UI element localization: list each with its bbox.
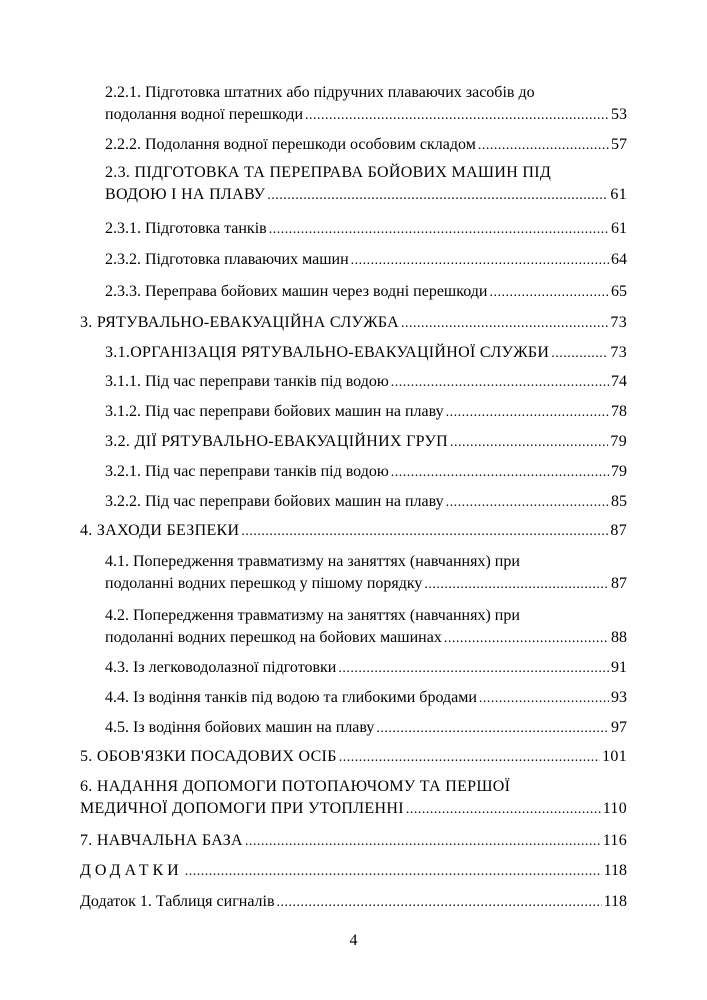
toc-entry-title: 3.2.1. Під час переправи танків під водою xyxy=(105,463,389,480)
dot-leader xyxy=(391,462,609,484)
toc-entry[interactable] xyxy=(105,605,627,650)
toc-entry[interactable] xyxy=(105,401,627,424)
toc-entry[interactable] xyxy=(105,657,627,680)
dot-leader xyxy=(551,343,608,365)
dot-leader xyxy=(479,688,609,710)
toc-page-number: 97 xyxy=(611,719,627,736)
toc-entry[interactable] xyxy=(80,860,627,883)
dot-leader xyxy=(446,492,609,514)
toc-page-number: 110 xyxy=(602,800,627,817)
toc-page-number: 78 xyxy=(611,403,627,420)
toc-entry-title: 2.3.2. Підготовка плаваючих машин xyxy=(105,251,349,268)
toc-page-number: 79 xyxy=(610,433,627,450)
toc-entry-title-line1: 4.1. Попередження травматизму на заняттях (навчаннях) при xyxy=(105,553,520,570)
toc-entry-title: 3. РЯТУВАЛЬНО-ЕВАКУАЦІЙНА СЛУЖБА xyxy=(80,314,399,331)
toc-entry[interactable] xyxy=(80,746,627,769)
toc-entry[interactable] xyxy=(80,776,627,821)
dot-leader xyxy=(245,831,601,853)
dot-leader xyxy=(305,105,609,127)
dot-leader xyxy=(406,799,601,821)
toc-entry-title: 3.2.2. Під час переправи бойових машин на плаву xyxy=(105,493,444,510)
toc-entry[interactable] xyxy=(105,218,627,241)
dot-leader xyxy=(339,747,600,769)
toc-entry[interactable] xyxy=(105,281,627,304)
dot-leader xyxy=(267,185,608,207)
toc-entry[interactable] xyxy=(105,717,627,740)
toc-entry[interactable] xyxy=(105,162,627,207)
toc-page-number: 73 xyxy=(610,344,627,361)
toc-page-number: 53 xyxy=(611,106,627,123)
toc-page-number: 79 xyxy=(611,463,627,480)
toc-page-number: 65 xyxy=(611,283,627,300)
dot-leader xyxy=(376,718,609,740)
toc-entry-title: подоланні водних перешкод у пішому порядку xyxy=(105,575,423,592)
dot-leader xyxy=(444,628,609,650)
toc-entry-title: 5. ОБОВ'ЯЗКИ ПОСАДОВИХ ОСІБ xyxy=(80,748,337,765)
toc-entry[interactable] xyxy=(105,342,627,365)
toc-page-number: 118 xyxy=(603,893,627,910)
toc-entry-title: 4.4. Із водіння танків під водою та глибокими бродами xyxy=(105,689,477,706)
toc-entry-title-line1: 2.2.1. Підготовка штатних або підручних плаваючих засобів до xyxy=(105,84,535,101)
toc-entry-title: 3.1.ОРГАНІЗАЦІЯ РЯТУВАЛЬНО-ЕВАКУАЦІЙНОЇ СЛУЖБИ xyxy=(105,344,550,361)
toc-entry-title: 7. НАВЧАЛЬНА БАЗА xyxy=(80,832,243,849)
toc-page-number: 57 xyxy=(611,136,627,153)
toc-entry-title: 2.3.1. Підготовка танків xyxy=(105,220,267,237)
dot-leader xyxy=(241,521,608,543)
toc-entry-title: Додаток 1. Таблиця сигналів xyxy=(80,893,275,910)
toc-entry[interactable] xyxy=(105,491,627,514)
toc-entry-title: подоланні водних перешкод на бойових машинах xyxy=(105,629,442,646)
toc-entry[interactable] xyxy=(80,891,627,914)
toc-page-number: 64 xyxy=(611,251,627,268)
toc-entry-title: подолання водної перешкоди xyxy=(105,106,304,123)
toc-page-number: 101 xyxy=(602,748,627,765)
toc-entry-title-line1: 2.3. ПІДГОТОВКА ТА ПЕРЕПРАВА БОЙОВИХ МАШИН ПІД xyxy=(105,164,552,181)
dot-leader xyxy=(450,432,608,454)
dot-leader xyxy=(446,402,609,424)
dot-leader xyxy=(351,250,609,272)
toc-entry[interactable] xyxy=(105,134,627,157)
toc-entry[interactable] xyxy=(105,461,627,484)
toc-page-number: 116 xyxy=(602,832,627,849)
toc-page-number: 85 xyxy=(611,493,627,510)
dot-leader xyxy=(478,135,609,157)
page-number: 4 xyxy=(349,932,358,949)
toc-entry-title: 3.1.1. Під час переправи танків під водою xyxy=(105,373,389,390)
toc-page-number: 87 xyxy=(611,575,627,592)
toc-entry[interactable] xyxy=(105,82,627,127)
toc-entry-title-line1: 4.2. Попередження травматизму на заняттях (навчаннях) при xyxy=(105,607,520,624)
toc-entry-title: 3.1.2. Під час переправи бойових машин на плаву xyxy=(105,403,444,420)
dot-leader xyxy=(391,372,609,394)
dot-leader xyxy=(401,313,608,335)
toc-page-number: 93 xyxy=(611,689,627,706)
toc-entry[interactable] xyxy=(80,520,627,543)
toc-entry-title: 3.2. ДІЇ РЯТУВАЛЬНО-ЕВАКУАЦІЙНИХ ГРУП xyxy=(105,433,448,450)
toc-entry-title: ДОДАТКИ xyxy=(80,862,183,879)
toc-entry[interactable] xyxy=(105,431,627,454)
toc-entry-title: 2.2.2. Подолання водної перешкоди особовим складом xyxy=(105,136,476,153)
toc-page-number: 61 xyxy=(610,186,627,203)
toc-page-number: 73 xyxy=(610,314,627,331)
toc-entry[interactable] xyxy=(105,551,627,596)
toc-page-number: 61 xyxy=(611,220,627,237)
dot-leader xyxy=(338,658,609,680)
toc-entry-title: 4.5. Із водіння бойових машин на плаву xyxy=(105,719,375,736)
toc-page-number: 88 xyxy=(611,629,627,646)
toc-entry-title: ВОДОЮ І НА ПЛАВУ xyxy=(105,186,266,203)
toc-entry[interactable] xyxy=(105,687,627,710)
toc-entry-title: 2.3.3. Переправа бойових машин через водні перешкоди xyxy=(105,283,488,300)
toc-page-number: 91 xyxy=(611,659,627,676)
toc-page-number: 87 xyxy=(610,522,627,539)
toc-entry-title: 4.3. Із легководолазної підготовки xyxy=(105,659,337,676)
dot-leader xyxy=(269,219,609,241)
toc-page-number: 118 xyxy=(603,862,627,879)
toc-entry-title-line1: 6. НАДАННЯ ДОПОМОГИ ПОТОПАЮЧОМУ ТА ПЕРШОЇ xyxy=(80,778,511,795)
toc-entry-title: 4. ЗАХОДИ БЕЗПЕКИ xyxy=(80,522,240,539)
toc-entry[interactable] xyxy=(80,312,627,335)
toc-entry[interactable] xyxy=(80,830,627,853)
dot-leader xyxy=(424,574,609,596)
toc-page-number: 74 xyxy=(611,373,627,390)
toc-entry[interactable] xyxy=(105,371,627,394)
dot-leader xyxy=(277,892,602,914)
dot-leader xyxy=(489,282,609,304)
toc-entry-title: МЕДИЧНОЇ ДОПОМОГИ ПРИ УТОПЛЕННІ xyxy=(80,800,404,817)
dot-leader xyxy=(185,861,602,883)
toc-entry[interactable] xyxy=(105,249,627,272)
